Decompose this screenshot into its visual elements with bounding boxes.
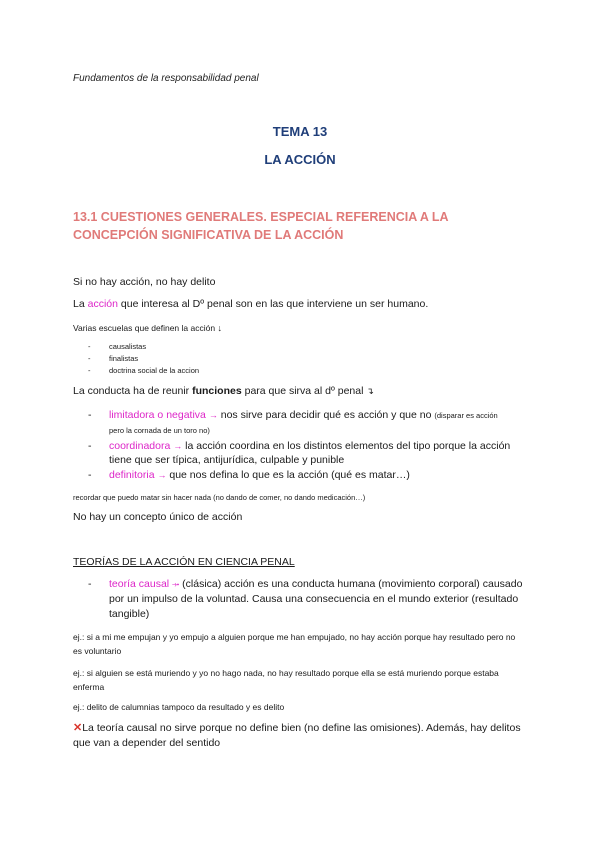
arrow-down-icon: ↓ bbox=[217, 323, 222, 333]
list-item: - limitadora o negativa → nos sirve para decidir qué es acción y que no (disparar es acción pero la cornada de un toro no) bbox=[88, 409, 498, 435]
paragraph-funciones: La conducta ha de reunir funciones para que sirva al dº penal ↴ bbox=[73, 385, 374, 397]
teorias-heading: TEORÍAS DE LA ACCIÓN EN CIENCIA PENAL bbox=[73, 556, 295, 568]
paragraph-no-accion: Si no hay acción, no hay delito bbox=[73, 276, 216, 288]
example-muriendo: ej.: si alguien se está muriendo y yo no hago nada, no hay resultado porque ella se está muriendo porque estaba enferma bbox=[73, 668, 499, 692]
section-title: 13.1 CUESTIONES GENERALES. ESPECIAL REFERENCIA A LA CONCEPCIÓN SIGNIFICATIVA DE LA ACCIÓN bbox=[73, 210, 449, 242]
escuelas-list bbox=[88, 341, 200, 377]
arrow-tail-icon: ⤞ bbox=[172, 579, 180, 589]
paragraph-concepto-unico: No hay un concepto único de acción bbox=[73, 511, 243, 523]
teorias-list bbox=[88, 577, 524, 622]
list-item: - finalistas bbox=[88, 354, 139, 363]
paragraph-conclusion: ✕La teoría causal no sirve porque no define bien (no define las omisiones). Además, hay delitos que van a depender del sentido bbox=[73, 722, 521, 749]
paragraph-recordar: recordar que puedo matar sin hacer nada (no dando de comer, no dando medicación…) bbox=[73, 493, 366, 502]
funciones-list bbox=[88, 408, 514, 483]
example-calumnias: ej.: delito de calumnias tampoco da resultado y es delito bbox=[73, 702, 285, 712]
list-item: - teoría causal ⤞ (clásica) acción es una conducta humana (movimiento corporal) causado por un impulso de la voluntad. Causa una consecuencia en el mundo exterior (resultado tangible) bbox=[88, 578, 523, 620]
list-item: - definitoria → que nos defina lo que es la acción (qué es matar…) bbox=[88, 469, 410, 481]
list-item: - doctrina social de la accion bbox=[88, 366, 200, 375]
tema-title: LA ACCIÓN bbox=[264, 152, 336, 167]
tema-number: TEMA 13 bbox=[272, 124, 328, 139]
arrow-right-icon: → bbox=[157, 470, 167, 480]
arrow-right-icon: → bbox=[208, 410, 218, 420]
running-head: Fundamentos de la responsabilidad penal bbox=[73, 73, 259, 84]
list-item: - causalistas bbox=[88, 342, 147, 351]
arrow-right-icon: → bbox=[173, 441, 183, 451]
paragraph-escuelas: Varias escuelas que definen la acción ↓ bbox=[73, 323, 222, 333]
cross-icon: ✕ bbox=[73, 722, 83, 734]
highlight-accion: acción bbox=[87, 298, 118, 310]
arrow-corner-icon: ↴ bbox=[366, 386, 374, 396]
paragraph-accion-humana: La acción que interesa al Dº penal son en las que interviene un ser humano. bbox=[73, 298, 429, 310]
example-empujar: ej.: si a mi me empujan y yo empujo a alguien porque me han empujado, no hay acción porque hay resultado pero no es voluntario bbox=[73, 632, 516, 656]
list-item: - coordinadora → la acción coordina en los distintos elementos del tipo porque la acción tiene que ser típica, antijurídica, culpable y punible bbox=[88, 440, 511, 466]
